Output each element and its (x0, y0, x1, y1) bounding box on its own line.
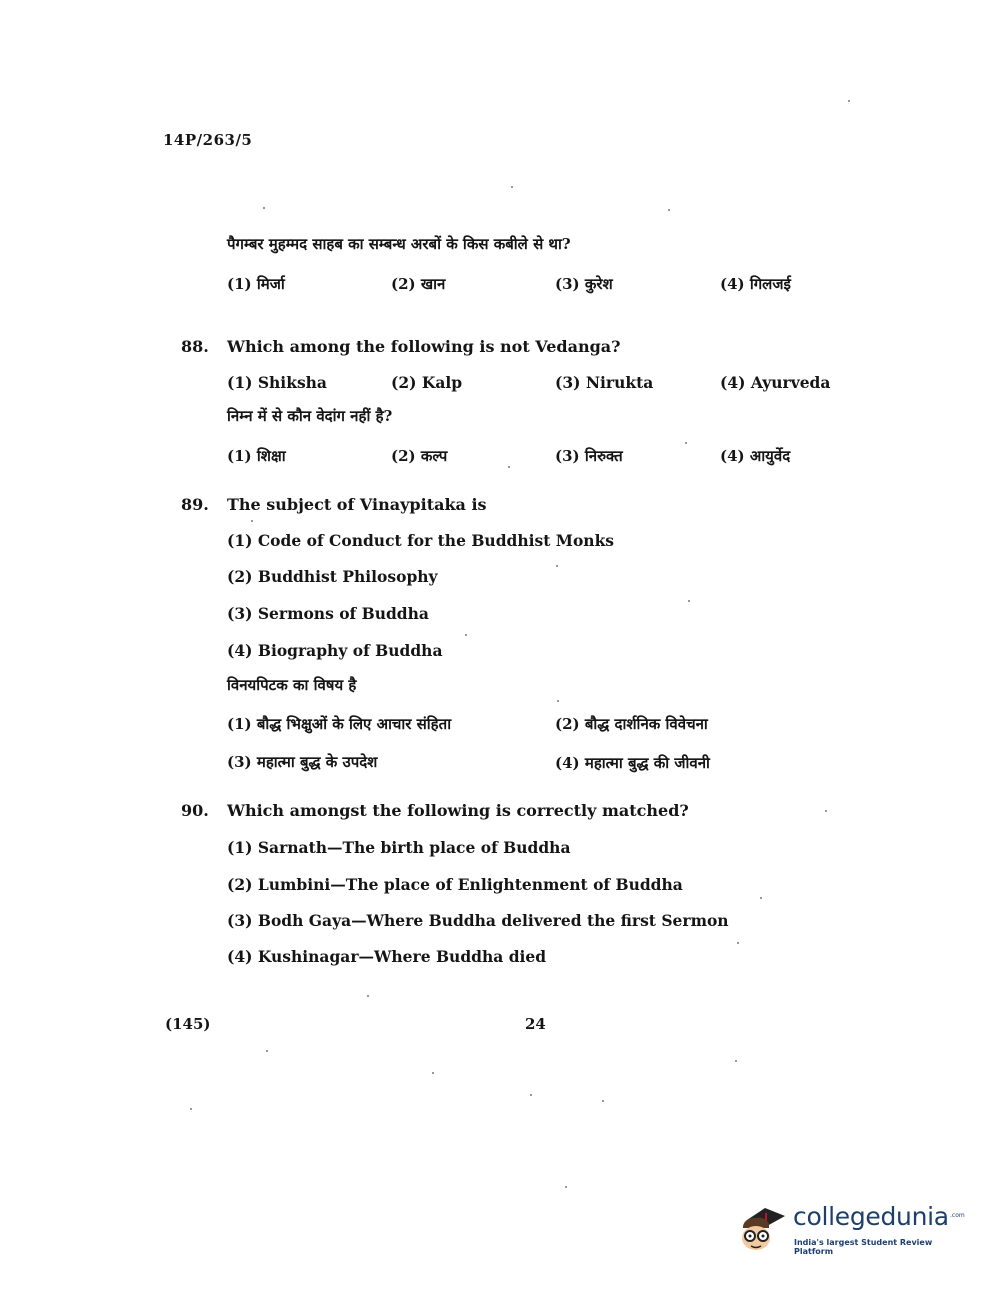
scan-speck (432, 1072, 434, 1074)
q88-hindi-option-3: (3) निरुक्त (555, 447, 623, 465)
scan-speck (465, 634, 467, 636)
scan-speck (848, 100, 850, 102)
q89-option-2: (2) Buddhist Philosophy (227, 567, 438, 586)
q88-option-3: (3) Nirukta (555, 373, 654, 392)
q89-option-1: (1) Code of Conduct for the Buddhist Monks (227, 531, 615, 550)
scan-speck (530, 1094, 532, 1096)
scan-speck (263, 207, 265, 209)
q90-option-3: (3) Bodh Gaya—Where Buddha delivered the first Sermon (227, 911, 729, 930)
q89-hindi-option-2: (2) बौद्ध दार्शनिक विवेचना (555, 715, 708, 733)
set-code: (145) (165, 1015, 211, 1033)
q88-hindi-option-1: (1) शिक्षा (227, 447, 286, 465)
q87-hindi-option-4: (4) गिलजई (720, 275, 791, 293)
q88-hindi-option-4: (4) आयुर्वेद (720, 447, 791, 465)
q90-option-2: (2) Lumbini—The place of Enlightenment of Buddha (227, 875, 683, 894)
q87-hindi-option-1: (1) मिर्जा (227, 275, 285, 293)
q89-hindi-option-1: (1) बौद्ध भिक्षुओं के लिए आचार संहिता (227, 715, 452, 733)
q88-hindi-text: निम्न में से कौन वेदांग नहीं है? (227, 407, 393, 425)
scan-speck (737, 942, 739, 944)
q89-hindi-option-3: (3) महात्मा बुद्ध के उपदेश (227, 753, 378, 771)
brand-com: .com (950, 1212, 965, 1219)
q88-text: Which among the following is not Vedanga? (227, 337, 621, 356)
q90-option-4: (4) Kushinagar—Where Buddha died (227, 947, 547, 966)
scan-speck (668, 209, 670, 211)
q89-number: 89. (181, 495, 209, 514)
q90-text: Which amongst the following is correctly matched? (227, 801, 689, 820)
brand-name: collegedunia (793, 1202, 949, 1231)
q87-hindi-option-3: (3) कुरेश (555, 275, 613, 293)
scan-speck (508, 466, 510, 468)
collegedunia-watermark (735, 1196, 965, 1258)
q89-option-3: (3) Sermons of Buddha (227, 604, 429, 623)
page-number: 24 (525, 1015, 546, 1033)
scan-speck (367, 995, 369, 997)
scan-speck (251, 520, 253, 522)
q88-number: 88. (181, 337, 209, 356)
scan-speck (688, 600, 690, 602)
q87-hindi-option-2: (2) खान (391, 275, 446, 293)
q90-number: 90. (181, 801, 209, 820)
scan-speck (685, 442, 687, 444)
scan-speck (556, 565, 558, 567)
scan-speck (266, 1050, 268, 1052)
q89-hindi-option-4: (4) महात्मा बुद्ध की जीवनी (555, 754, 710, 772)
scan-speck (557, 700, 559, 702)
scan-speck (825, 810, 827, 812)
q88-option-1: (1) Shiksha (227, 373, 327, 392)
q87-hindi-text: पैगम्बर मुहम्मद साहब का सम्बन्ध अरबों के किस कबीले से था? (227, 235, 571, 253)
scan-speck (760, 897, 762, 899)
q89-hindi-text: विनयपिटक का विषय है (227, 676, 357, 694)
scan-speck (565, 1186, 567, 1188)
q88-option-2: (2) Kalp (391, 373, 463, 392)
q89-option-4: (4) Biography of Buddha (227, 641, 443, 660)
scan-speck (190, 1108, 192, 1110)
q88-option-4: (4) Ayurveda (720, 373, 831, 392)
brand-tagline: India's largest Student Review Platform (794, 1238, 933, 1256)
q89-text: The subject of Vinaypitaka is (227, 495, 487, 514)
scan-speck (735, 1060, 737, 1062)
q88-hindi-option-2: (2) कल्प (391, 447, 448, 465)
paper-code: 14P/263/5 (163, 131, 253, 149)
mascot-icon (735, 1196, 795, 1256)
scan-speck (511, 186, 513, 188)
scan-speck (602, 1100, 604, 1102)
q90-option-1: (1) Sarnath—The birth place of Buddha (227, 838, 571, 857)
